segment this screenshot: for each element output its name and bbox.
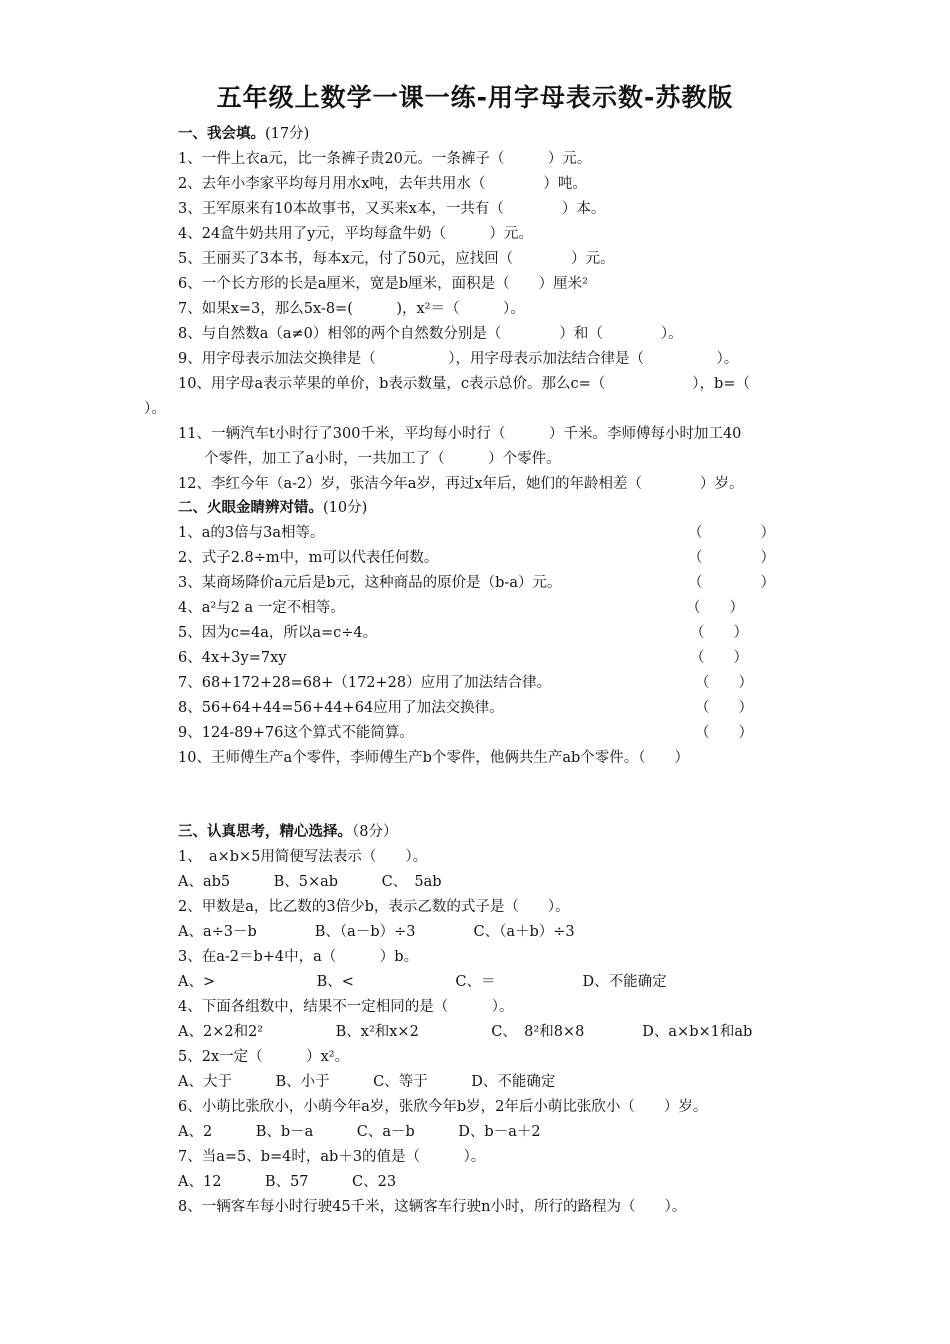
s2-item-9-mark: （ ） <box>695 725 753 741</box>
s2-item-7: 7、68+172+28=68+（172+28）应用了加法结合律。 <box>178 675 552 691</box>
s1-item-10-cont: ）。 <box>144 401 166 417</box>
s3-q5-options: A、大于 B、小于 C、等于 D、不能确定 <box>178 1074 556 1090</box>
s3-q7-options: A、12 B、57 C、23 <box>178 1174 397 1190</box>
s2-item-9: 9、124-89+76这个算式不能简算。 <box>178 725 414 741</box>
s3-q4-options: A、2×2和2² B、x²和x×2 C、 8²和8×8 D、a×b×1和ab <box>178 1024 753 1040</box>
section-2-points: (10分) <box>323 500 368 516</box>
s1-item-8: 8、与自然数a（a≠0）相邻的两个自然数分别是（ ）和（ ）。 <box>178 326 683 342</box>
s3-q3: 3、在a-2＝b+4中，a（ ）b。 <box>178 949 419 965</box>
s2-item-3: 3、某商场降价a元后是b元，这种商品的原价是（b-a）元。 <box>178 575 562 591</box>
s1-item-11: 11、一辆汽车t小时行了300千米，平均每小时行（ ）千米。李师傅每小时加工40 <box>178 426 742 442</box>
section-3-heading <box>178 822 397 842</box>
s2-item-5-mark: （ ） <box>690 625 748 641</box>
s2-item-6-mark: （ ） <box>690 650 748 666</box>
s2-item-4-mark: （ ） <box>686 600 744 616</box>
s3-q2-options: A、a÷3－b B、（a－b）÷3 C、（a＋b）÷3 <box>178 924 575 940</box>
s3-q8: 8、一辆客车每小时行驶45千米，这辆客车行驶n小时，所行的路程为（ ）。 <box>178 1199 687 1215</box>
s2-item-3-mark: （ ） <box>688 575 775 591</box>
s2-item-1: 1、a的3倍与3a相等。 <box>178 525 325 541</box>
s2-item-5: 5、因为c=4a，所以a=c÷4。 <box>178 625 378 641</box>
s1-item-4: 4、24盒牛奶共用了y元，平均每盒牛奶（ ）元。 <box>178 226 533 242</box>
section-1-heading <box>178 124 309 144</box>
section-2-heading-text: 二、火眼金睛辨对错。 <box>178 500 323 516</box>
s2-item-2-mark: （ ） <box>688 550 775 566</box>
s1-item-9: 9、用字母表示加法交换律是（ ），用字母表示加法结合律是（ ）。 <box>178 351 739 367</box>
s1-item-11-cont: 个零件，加工了a小时，一共加工了（ ）个零件。 <box>204 451 561 467</box>
section-3-points: （8分） <box>352 824 398 840</box>
s3-q6-options: A、2 B、b－a C、a－b D、b－a＋2 <box>178 1124 541 1140</box>
s2-item-7-mark: （ ） <box>695 675 753 691</box>
s1-item-10: 10、用字母a表示苹果的单价，b表示数量，c表示总价。那么c=（ ），b=（ <box>178 376 750 392</box>
s2-item-10: 10、王师傅生产a个零件，李师傅生产b个零件，他俩共生产ab个零件。（ ） <box>178 750 690 766</box>
s3-q2: 2、甲数是a，比乙数的3倍少b，表示乙数的式子是（ ）。 <box>178 899 570 915</box>
s1-item-12: 12、李红今年（a-2）岁，张洁今年a岁，再过x年后，她们的年龄相差（ ）岁。 <box>178 476 744 492</box>
s1-item-3: 3、王军原来有10本故事书，又买来x本，一共有（ ）本。 <box>178 201 606 217</box>
s3-q6: 6、小萌比张欣小，小萌今年a岁，张欣今年b岁，2年后小萌比张欣小（ ）岁。 <box>178 1099 708 1115</box>
s3-q7: 7、当a=5、b=4时，ab＋3的值是（ ）。 <box>178 1149 486 1165</box>
s3-q1: 1、 a×b×5用简便写法表示（ ）。 <box>178 849 428 865</box>
s3-q1-options: A、ab5 B、5×ab C、 5ab <box>178 874 442 890</box>
s1-item-7: 7、如果x=3，那么5x-8=( )，x²＝（ ）。 <box>178 301 525 317</box>
s1-item-6: 6、一个长方形的长是a厘米，宽是b厘米，面积是（ ）厘米² <box>178 276 588 292</box>
s1-item-2: 2、去年小李家平均每月用水x吨，去年共用水（ ）吨。 <box>178 176 587 192</box>
section-1-heading-text: 一、我会填。 <box>178 126 265 142</box>
s2-item-8-mark: （ ） <box>695 700 753 716</box>
section-2-heading <box>178 498 367 518</box>
page-title: 五年级上数学一课一练-用字母表示数-苏教版 <box>216 83 734 112</box>
s1-item-5: 5、王丽买了3本书，每本x元，付了50元，应找回（ ）元。 <box>178 251 615 267</box>
section-1-points: (17分) <box>265 126 310 142</box>
s3-q3-options: A、> B、< C、＝ D、不能确定 <box>178 974 667 990</box>
s2-item-8: 8、56+64+44=56+44+64应用了加法交换律。 <box>178 700 504 716</box>
section-3-heading-text: 三、认真思考，精心选择。 <box>178 824 352 840</box>
s2-item-1-mark: （ ） <box>688 525 775 541</box>
s3-q4: 4、下面各组数中，结果不一定相同的是（ ）。 <box>178 999 514 1015</box>
s2-item-2: 2、式子2.8÷m中，m可以代表任何数。 <box>178 550 439 566</box>
s3-q5: 5、2x一定（ ）x²。 <box>178 1049 350 1065</box>
s2-item-6: 6、4x+3y=7xy <box>178 650 287 666</box>
s1-item-1: 1、一件上衣a元，比一条裤子贵20元。一条裤子（ ）元。 <box>178 151 592 167</box>
s2-item-4: 4、a²与2 a 一定不相等。 <box>178 600 345 616</box>
